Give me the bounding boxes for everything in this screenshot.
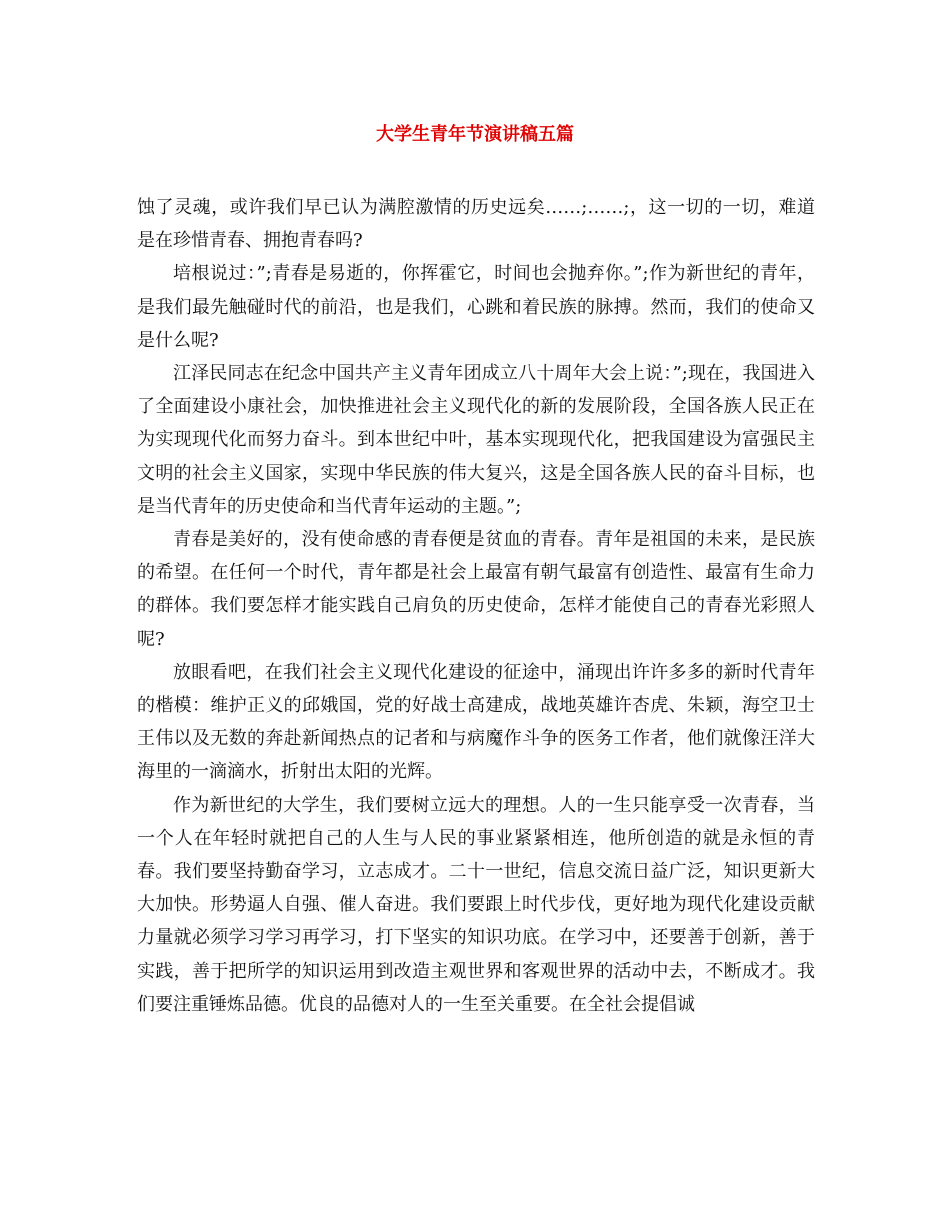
paragraph-continuation: 蚀了灵魂，或许我们早已认为满腔激情的历史远矣……;……;，这一切的一切，难道是在珍惜青春、拥抱青春吗? (137, 197, 815, 252)
paragraph: 培根说过：”;青春是易逝的，你挥霍它，时间也会抛弃你。”;作为新世纪的青年，是我们最先触碰时代的前沿，也是我们，心跳和着民族的脉搏。然而，我们的使命又是什么呢? (137, 263, 815, 351)
paragraph: 青春是美好的，没有使命感的青春便是贫血的青春。青年是祖国的未来，是民族的希望。在任何一个时代，青年都是社会上最富有朝气最富有创造性、最富有生命力的群体。我们要怎样才能实践自己肩负的历史使命，怎样才能使自己的青春光彩照人呢? (137, 529, 815, 650)
document-title: 大学生青年节演讲稿五篇 (376, 124, 574, 145)
paragraph: 江泽民同志在纪念中国共产主义青年团成立八十周年大会上说：”;现在，我国进入了全面建设小康社会，加快推进社会主义现代化的新的发展阶段，全国各族人民正在为实现现代化而努力奋斗。到本世纪中叶，基本实现现代化，把我国建设为富强民主文明的社会主义国家，实现中华民族的伟大复兴，这是全国各族人民的奋斗目标，也是当代青年的历史使命和当代青年运动的主题。”; (137, 363, 815, 517)
paragraph: 放眼看吧，在我们社会主义现代化建设的征途中，涌现出许许多多的新时代青年的楷模：维护正义的邱娥国，党的好战士高建成，战地英雄许杏虎、朱颖，海空卫士王伟以及无数的奔赴新闻热点的记者和与病魔作斗争的医务工作者，他们就像汪洋大海里的一滴滴水，折射出太阳的光辉。 (137, 661, 815, 783)
paragraph: 作为新世纪的大学生，我们要树立远大的理想。人的一生只能享受一次青春，当一个人在年轻时就把自己的人生与人民的事业紧紧相连，他所创造的就是永恒的青春。我们要坚持勤奋学习，立志成才。二十一世纪，信息交流日益广泛，知识更新大大加快。形势逼人自强、催人奋进。我们要跟上时代步伐，更好地为现代化建设贡献力量就必须学习学习再学习，打下坚实的知识功底。在学习中，还要善于创新，善于实践，善于把所学的知识运用到改造主观世界和客观世界的活动中去，不断成才。我们要注重锤炼品德。优良的品德对人的一生至关重要。在全社会提倡诚 (137, 794, 815, 1015)
document-body (137, 191, 815, 1021)
